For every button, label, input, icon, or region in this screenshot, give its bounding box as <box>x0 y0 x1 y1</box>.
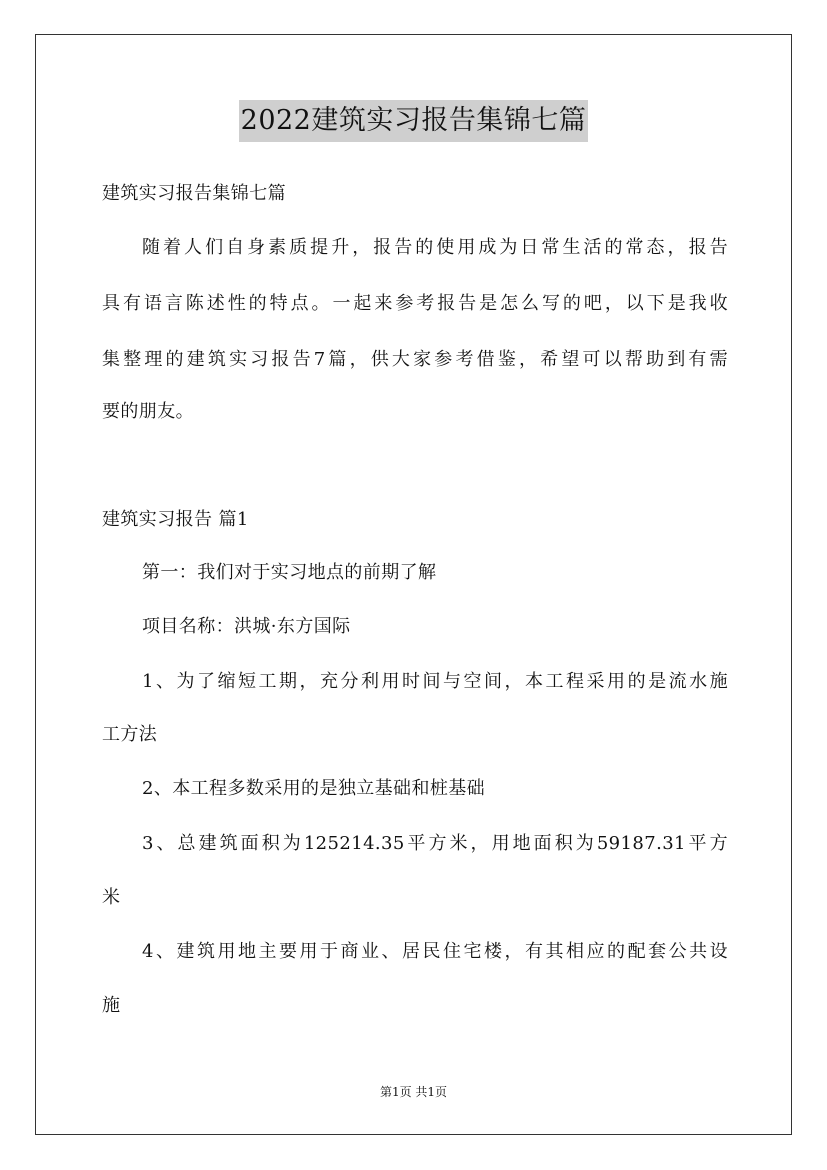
section-line-2: 项目名称：洪城·东方国际 <box>142 616 351 637</box>
section-line-1: 第一：我们对于实习地点的前期了解 <box>142 562 437 583</box>
document-title: 2022建筑实习报告集锦七篇 <box>239 100 589 142</box>
section-line-3: 1、为了缩短工期，充分利用时间与空间，本工程采用的是流水施 <box>142 671 728 692</box>
section-line-6: 3、总建筑面积为125214.35平方米，用地面积为59187.31平方 <box>142 833 728 854</box>
section-line-7: 米 <box>102 887 121 908</box>
section-heading: 建筑实习报告 篇1 <box>102 509 249 530</box>
document-subtitle: 建筑实习报告集锦七篇 <box>102 183 286 204</box>
page-footer: 第1页 共1页 <box>379 1085 448 1099</box>
intro-line-2: 具有语言陈述性的特点。一起来参考报告是怎么写的吧，以下是我收 <box>102 293 728 314</box>
section-line-5: 2、本工程多数采用的是独立基础和桩基础 <box>142 778 486 799</box>
section-line-9: 施 <box>102 995 121 1016</box>
intro-line-4: 要的朋友。 <box>102 401 194 422</box>
title-container <box>0 100 827 142</box>
intro-line-3: 集整理的建筑实习报告7篇，供大家参考借鉴，希望可以帮助到有需 <box>102 349 728 370</box>
section-line-4: 工方法 <box>102 724 158 745</box>
section-line-8: 4、建筑用地主要用于商业、居民住宅楼，有其相应的配套公共设 <box>142 941 728 962</box>
intro-line-1: 随着人们自身素质提升，报告的使用成为日常生活的常态，报告 <box>142 237 728 258</box>
